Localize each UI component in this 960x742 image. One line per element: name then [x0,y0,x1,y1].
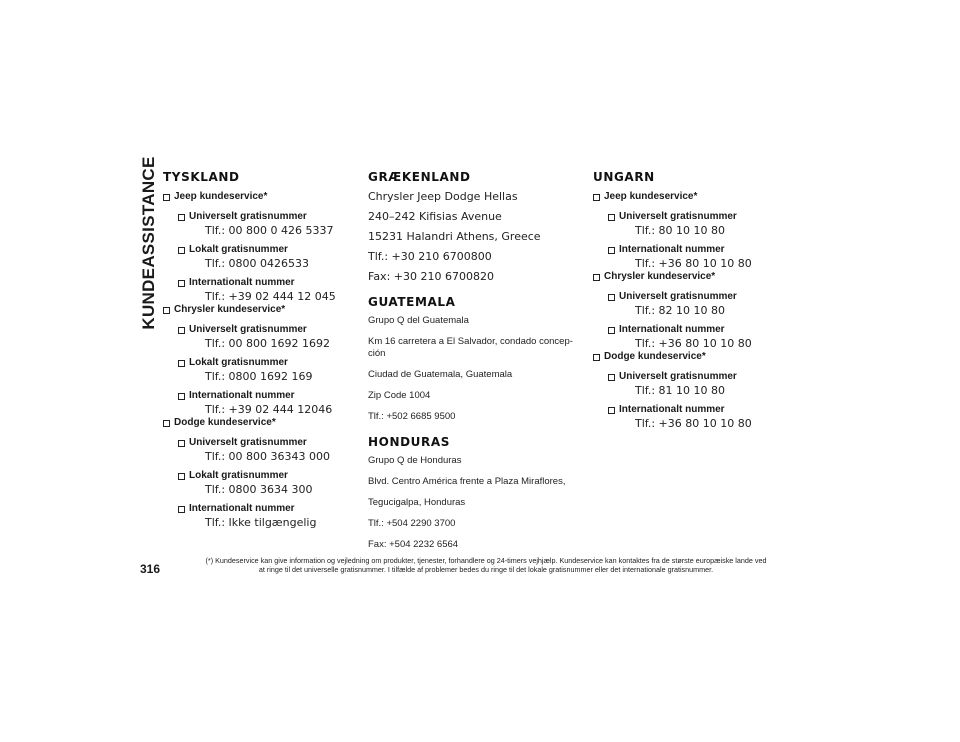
address-line: Grupo Q del Guatemala [368,315,469,326]
sub-item [178,276,363,303]
number-type [178,323,363,337]
number-type-label: Universelt gratisnummer [189,211,307,222]
number-type-label: Universelt gratisnummer [189,324,307,335]
number-type-label: Internationalt nummer [189,277,295,288]
guatemala-address [368,315,583,423]
number-type [178,502,363,516]
address-line: 240–242 Kifisias Avenue [368,210,502,223]
graekenland-title: GRÆKENLAND [368,170,471,184]
address-line: Ciudad de Guatemala, Guatemala [368,369,513,380]
checkbox-bullet-icon [593,194,600,201]
phone-number: Tlf.: 80 10 10 80 [635,224,726,237]
checkbox-bullet-icon [608,374,615,381]
footnote [176,557,796,574]
phone-number: Tlf.: 0800 1692 169 [205,370,313,383]
number-type-label: Internationalt nummer [189,503,295,514]
number-type-label: Lokalt gratisnummer [189,470,288,481]
checkbox-bullet-icon [178,440,185,447]
checkbox-bullet-icon [178,506,185,513]
number-type-label: Universelt gratisnummer [619,291,737,302]
service-label: Jeep kundeservice* [174,191,268,202]
checkbox-bullet-icon [178,214,185,221]
number-type [178,356,363,370]
footnote-line: at ringe til det universelle gratisnummer. I tilfælde af problemer bedes du ringe til det lokale gratisnummer eller det internationale gratisnummer. [258,564,714,574]
ungarn-title: UNGARN [593,170,655,184]
middle-column [368,170,583,560]
phone-number: Tlf.: +36 80 10 10 80 [635,417,752,430]
sub-item [608,403,793,430]
sub-item [178,469,363,496]
sub-item [608,370,793,397]
number-type-label: Universelt gratisnummer [619,371,737,382]
sub-item [608,323,793,350]
sub-item [178,436,363,463]
phone-number: Tlf.: +36 80 10 10 80 [635,257,752,270]
service-label: Jeep kundeservice* [604,191,698,202]
number-type-label: Internationalt nummer [619,324,725,335]
number-type [178,389,363,403]
service-label: Chrysler kundeservice* [604,271,716,282]
section-side-tab [138,156,160,330]
graekenland-address [368,190,583,283]
phone-number: Tlf.: 81 10 10 80 [635,384,726,397]
sub-item [178,502,363,529]
guatemala-title: GUATEMALA [368,295,456,309]
checkbox-bullet-icon [178,473,185,480]
sub-item [608,210,793,237]
number-type [178,469,363,483]
ungarn-jeep-group [593,190,793,270]
checkbox-bullet-icon [608,214,615,221]
sub-item [178,243,363,270]
phone-line: Tlf.: +502 6685 9500 [368,411,456,422]
number-type [608,403,793,417]
address-line: Blvd. Centro América frente a Plaza Miraflores, [368,476,566,487]
phone-line: Tlf.: +504 2290 3700 [368,518,456,529]
address-line: Zip Code 1004 [368,390,431,401]
phone-number: Tlf.: +39 02 444 12 045 [205,290,336,303]
fax-line: Fax: +30 210 6700820 [368,270,494,283]
section-side-tab-label: KUNDEASSISTANCE [139,156,158,330]
page-number: 316 [140,562,161,576]
number-type-label: Lokalt gratisnummer [189,357,288,368]
sub-item [608,290,793,317]
checkbox-bullet-icon [178,280,185,287]
ungarn-section [593,170,793,430]
checkbox-bullet-icon [608,294,615,301]
number-type [178,243,363,257]
number-type-label: Internationalt nummer [619,404,725,415]
checkbox-bullet-icon [178,327,185,334]
sub-item [608,243,793,270]
tyskland-section [163,170,363,529]
phone-number: Tlf.: 0800 0426533 [205,257,310,270]
service-label: Chrysler kundeservice* [174,304,286,315]
phone-number: Tlf.: 00 800 0 426 5337 [205,224,334,237]
service-heading [593,270,793,284]
number-type-label: Internationalt nummer [619,244,725,255]
ungarn-chrysler-group [593,270,793,350]
sub-item [178,210,363,237]
phone-number: Tlf.: +36 80 10 10 80 [635,337,752,350]
address-line: 15231 Halandri Athens, Greece [368,230,541,243]
tyskland-title: TYSKLAND [163,170,240,184]
address-line: Chrysler Jeep Dodge Hellas [368,190,518,203]
number-type-label: Lokalt gratisnummer [189,244,288,255]
address-line: Grupo Q de Honduras [368,455,462,466]
checkbox-bullet-icon [608,407,615,414]
phone-number: Tlf.: 0800 3634 300 [205,483,313,496]
number-type [608,290,793,304]
checkbox-bullet-icon [178,393,185,400]
honduras-title: HONDURAS [368,435,450,449]
footnote-line: (*) Kundeservice kan give information og vejledning om produkter, tjenester, forhandlere og 24-timers vejhjælp. Kundeservice kan kontaktes fra de største europæiske lande ved [205,556,767,565]
checkbox-bullet-icon [178,247,185,254]
number-type-label: Internationalt nummer [189,390,295,401]
service-heading [593,350,793,364]
number-type [608,370,793,384]
tyskland-chrysler-group [163,303,363,416]
checkbox-bullet-icon [163,194,170,201]
number-type [178,210,363,224]
checkbox-bullet-icon [593,354,600,361]
number-type [608,323,793,337]
number-type [178,436,363,450]
phone-number: Tlf.: Ikke tilgængelig [205,516,317,529]
tyskland-dodge-group [163,416,363,529]
fax-line: Fax: +504 2232 6564 [368,539,459,550]
sub-item [178,389,363,416]
checkbox-bullet-icon [593,274,600,281]
number-type-label: Universelt gratisnummer [619,211,737,222]
tyskland-jeep-group [163,190,363,303]
service-heading [593,190,793,204]
address-line: Tegucigalpa, Honduras [368,497,466,508]
checkbox-bullet-icon [608,327,615,334]
honduras-address [368,455,583,551]
service-heading [163,190,363,204]
service-label: Dodge kundeservice* [174,417,276,428]
service-heading [163,416,363,430]
phone-number: Tlf.: 00 800 36343 000 [205,450,331,463]
service-label: Dodge kundeservice* [604,351,706,362]
phone-number: Tlf.: 00 800 1692 1692 [205,337,331,350]
address-line: Km 16 carretera a El Salvador, condado concep-ción [368,336,573,359]
ungarn-dodge-group [593,350,793,430]
phone-number: Tlf.: 82 10 10 80 [635,304,726,317]
sub-item [178,323,363,350]
number-type-label: Universelt gratisnummer [189,437,307,448]
phone-number: Tlf.: +39 02 444 12046 [205,403,333,416]
checkbox-bullet-icon [163,420,170,427]
number-type [608,243,793,257]
sub-item [178,356,363,383]
service-heading [163,303,363,317]
checkbox-bullet-icon [178,360,185,367]
number-type [178,276,363,290]
checkbox-bullet-icon [608,247,615,254]
number-type [608,210,793,224]
phone-line: Tlf.: +30 210 6700800 [368,250,492,263]
checkbox-bullet-icon [163,307,170,314]
